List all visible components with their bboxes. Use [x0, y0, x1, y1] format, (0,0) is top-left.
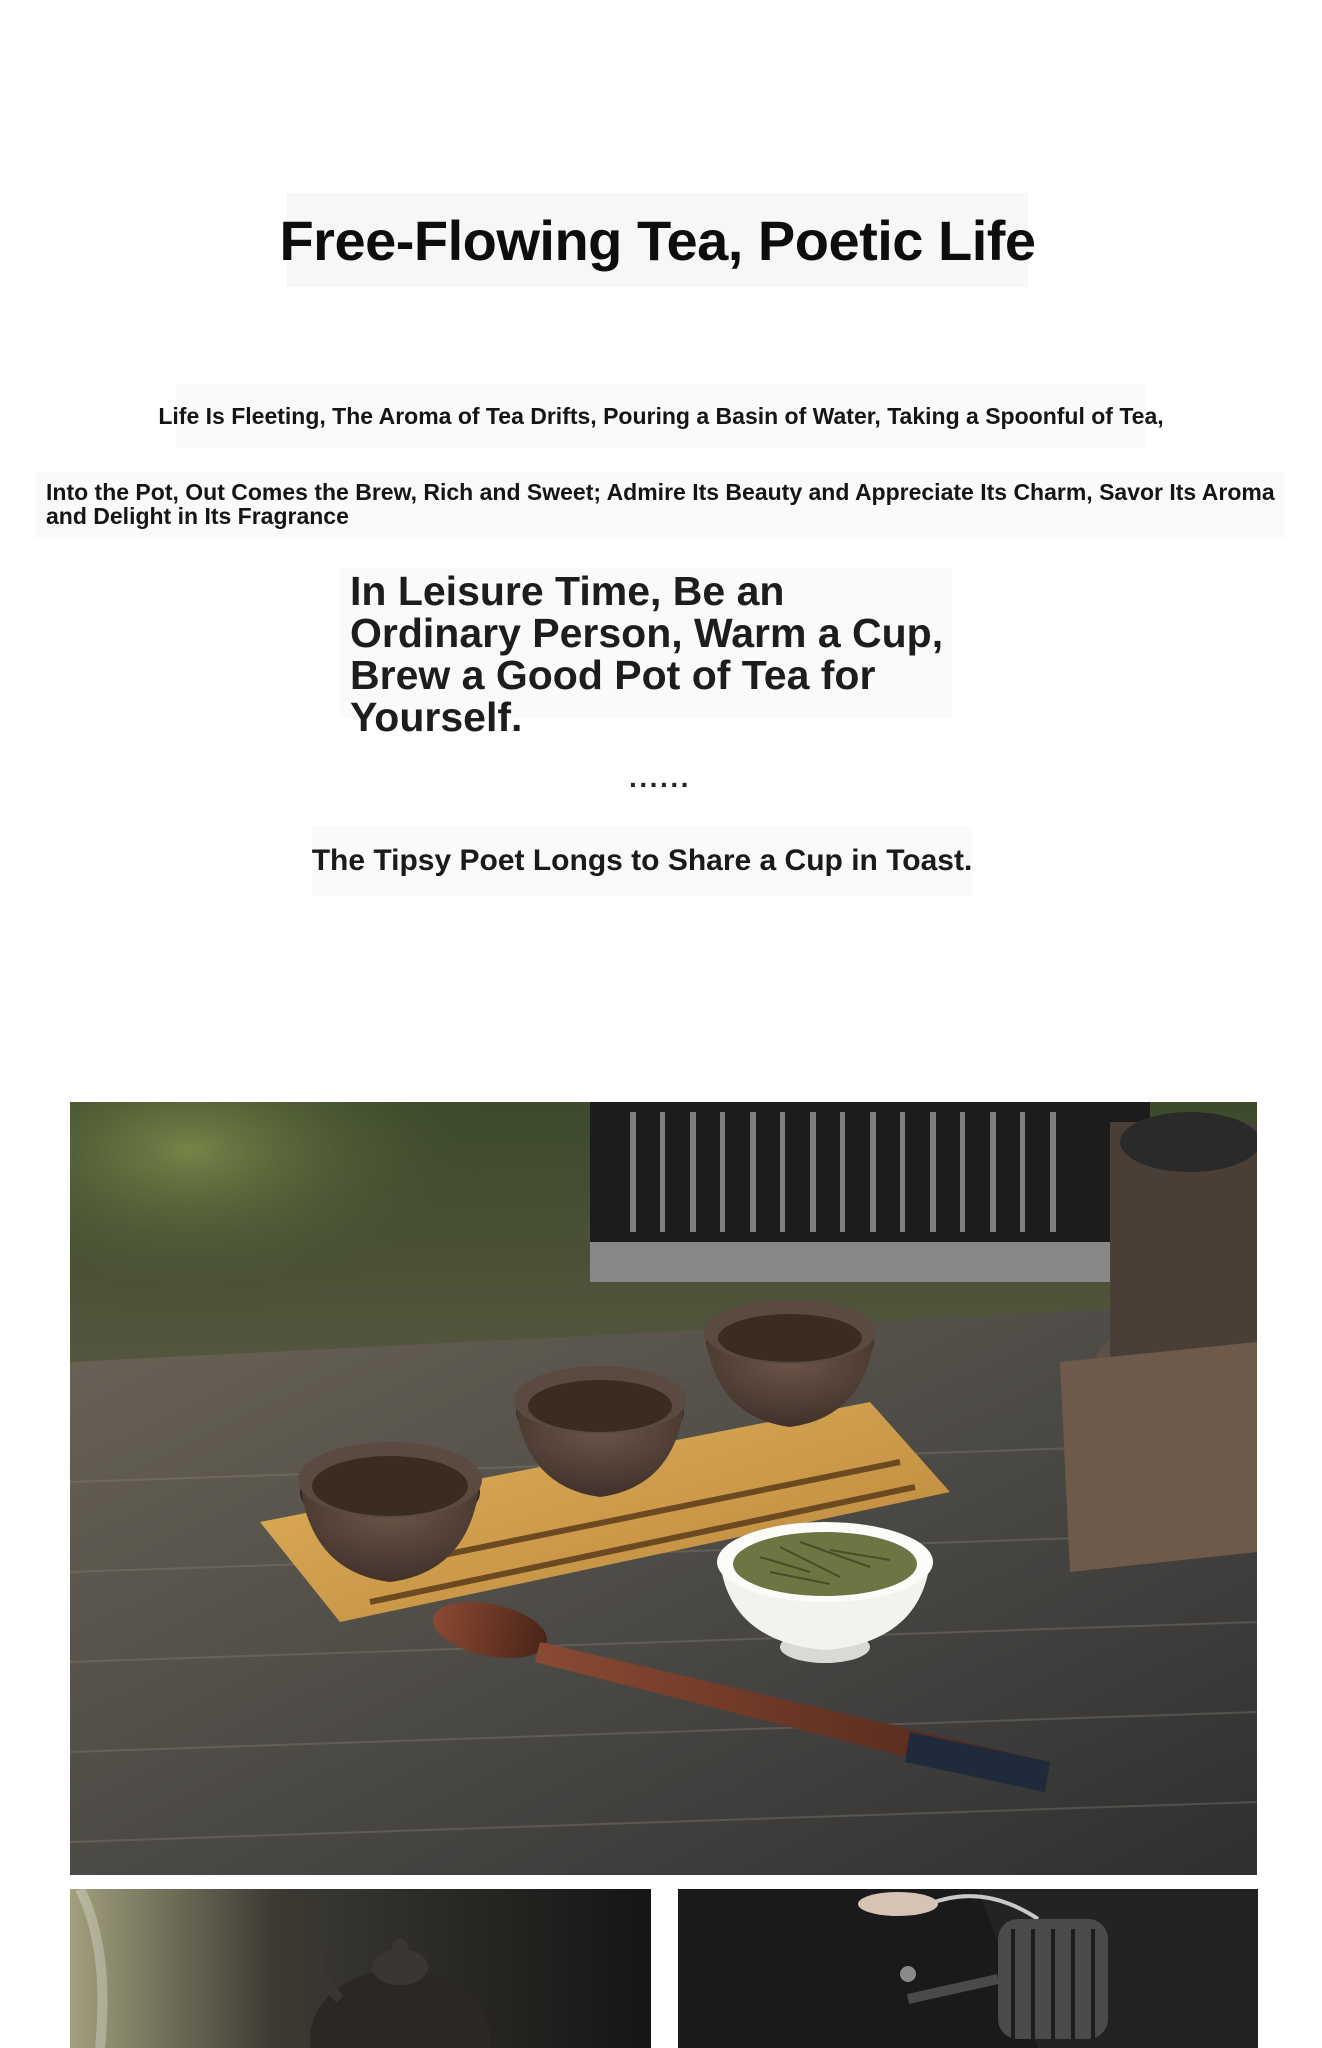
page-title: Free-Flowing Tea, Poetic Life	[279, 208, 1036, 272]
intro-line-2-backdrop	[36, 472, 1284, 538]
teapot-photo	[70, 1889, 651, 2048]
intro-line-1: Life Is Fleeting, The Aroma of Tea Drifts, Pouring a Basin of Water, Taking a Spoonful of Tea,	[158, 402, 1164, 429]
toast-line: The Tipsy Poet Longs to Share a Cup in Toast.	[311, 844, 973, 877]
intro-line-2: Into the Pot, Out Comes the Brew, Rich and Sweet; Admire Its Beauty and Appreciate Its Charm, Savor Its Aroma and Delight in Its Fragrance	[46, 479, 1275, 529]
ellipsis-divider: ······	[629, 769, 691, 800]
kettle-photo	[678, 1889, 1258, 2048]
leisure-heading: In Leisure Time, Be an Ordinary Person, Warm a Cup, Brew a Good Pot of Tea for Yourself.	[350, 568, 944, 740]
title-backdrop	[279, 193, 1036, 287]
intro-line-1-backdrop	[158, 384, 1164, 448]
tea-set-photo	[70, 1102, 1257, 1875]
leisure-backdrop	[340, 568, 952, 740]
toast-backdrop	[312, 826, 972, 896]
